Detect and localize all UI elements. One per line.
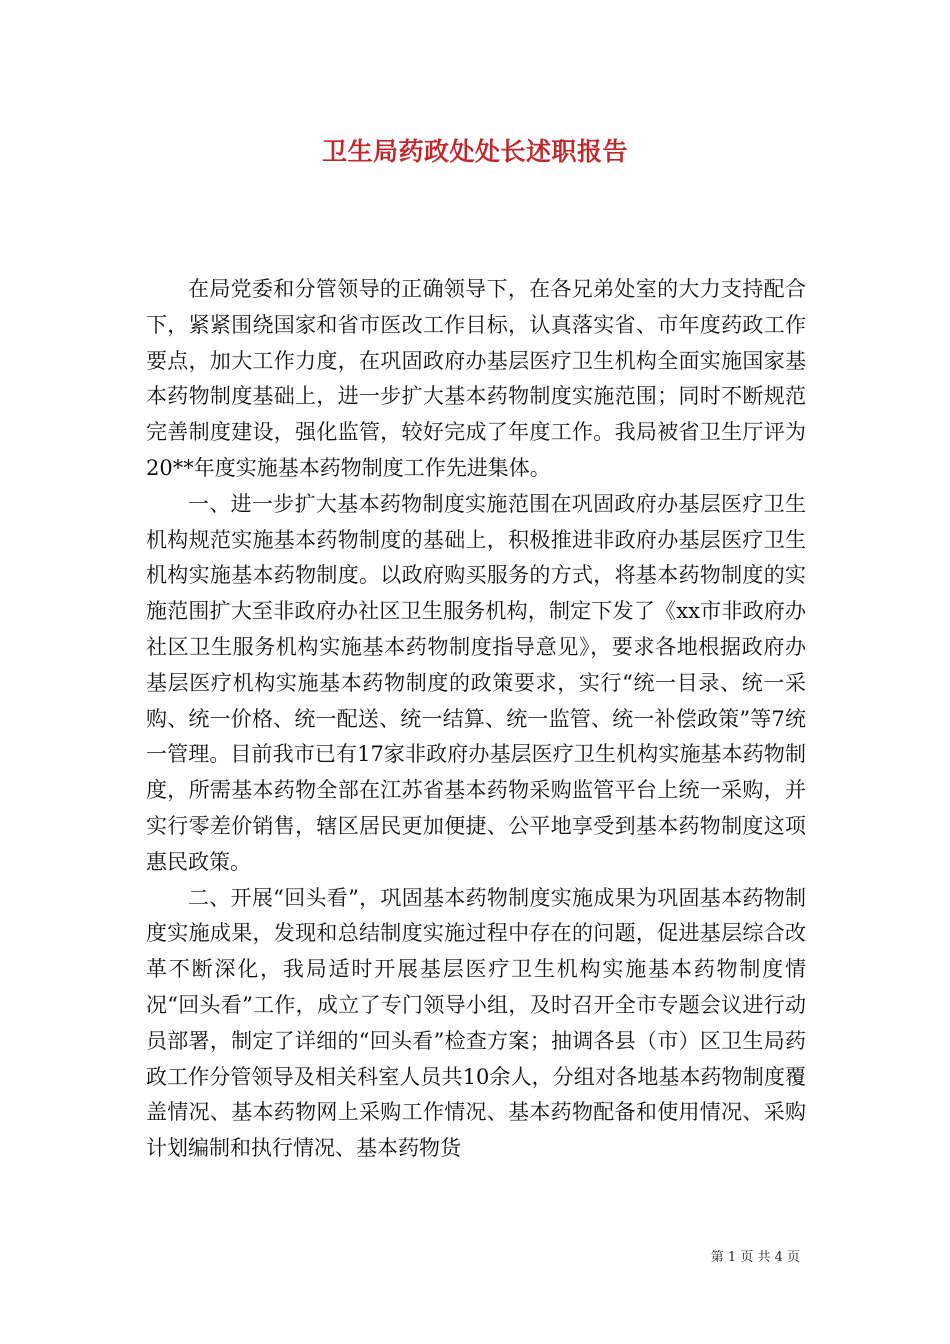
paragraph-section-two: 二、开展“回头看”，巩固基本药物制度实施成果为巩固基本药物制度实施成果，发现和总结制度实施过程中存在的问题，促进基层综合改革不断深化，我局适时开展基层医疗卫生机构实施基本药物制度情况“回头看”工作，成立了专门领导小组，及时召开全市专题会议进行动员部署，制定了详细的“回头看”检查方案；抽调各县（市）区卫生局药政工作分管领导及相关科室人员共10余人，分组对各地基本药物制度覆盖情况、基本药物网上采购工作情况、基本药物配备和使用情况、采购计划编制和执行情况、基本药物货 bbox=[146, 885, 806, 1161]
document-title: 卫生局药政处处长述职报告 bbox=[321, 137, 628, 166]
document-body bbox=[146, 272, 806, 1167]
page-number-footer: 第 1 页 共 4 页 bbox=[710, 1250, 800, 1265]
paragraph-intro: 在局党委和分管领导的正确领导下，在各兄弟处室的大力支持配合下，紧紧围绕国家和省市医改工作目标，认真落实省、市年度药政工作要点，加大工作力度，在巩固政府办基层医疗卫生机构全面实施国家基本药物制度基础上，进一步扩大基本药物制度实施范围；同时不断规范完善制度建设，强化监管，较好完成了年度工作。我局被省卫生厅评为20**年度实施基本药物制度工作先进集体。 bbox=[146, 277, 806, 480]
paragraph-section-one: 一、进一步扩大基本药物制度实施范围在巩固政府办基层医疗卫生机构规范实施基本药物制度的基础上，积极推进非政府办基层医疗卫生机构实施基本药物制度。以政府购买服务的方式，将基本药物制度的实施范围扩大至非政府办社区卫生服务机构，制定下发了《xx市非政府办社区卫生服务机构实施基本药物制度指导意见》，要求各地根据政府办基层医疗机构实施基本药物制度的政策要求，实行“统一目录、统一采购、统一价格、统一配送、统一结算、统一监管、统一补偿政策”等7统一管理。目前我市已有17家非政府办基层医疗卫生机构实施基本药物制度，所需基本药物全部在江苏省基本药物采购监管平台上统一采购，并实行零差价销售，辖区居民更加便捷、公平地享受到基本药物制度这项惠民政策。 bbox=[146, 491, 806, 874]
